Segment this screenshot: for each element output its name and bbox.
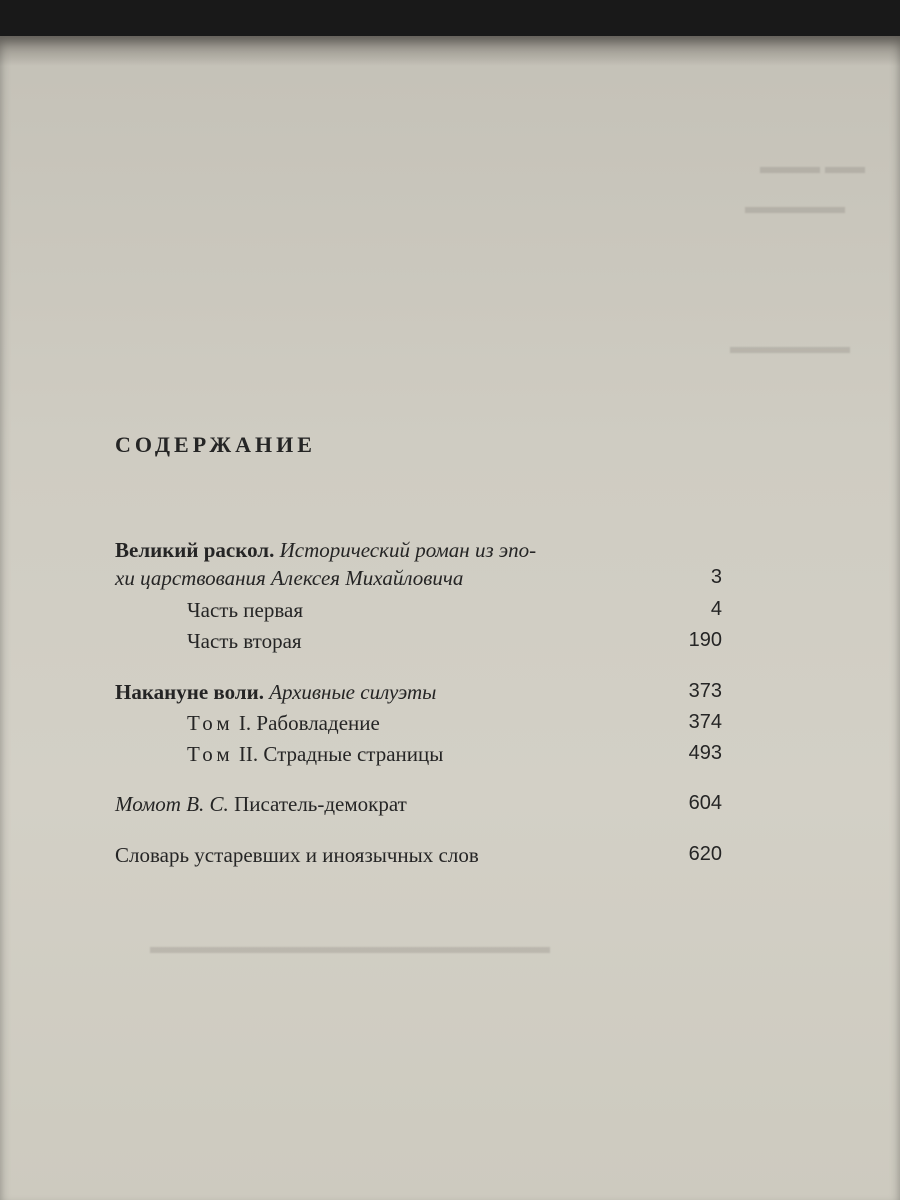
toc-entry [115, 538, 722, 568]
entry-subtitle: хи царствования Алексея Михайловича [115, 566, 464, 590]
entry-page-number: 604 [688, 792, 722, 814]
volume-label: Том [187, 742, 234, 766]
entry-page-number: 4 [710, 598, 722, 620]
bleed-through-text: ▬▬▬ ▬▬ [760, 156, 865, 178]
entry-title: I. Рабовладение [238, 711, 380, 735]
entry-page-number: 620 [688, 843, 722, 865]
entry-page-number: 373 [688, 680, 722, 702]
entry-title: Часть вторая [187, 629, 302, 653]
entry-page-number: 190 [688, 629, 722, 651]
toc-entry [115, 742, 722, 772]
entry-author: Момот В. С. [115, 792, 229, 816]
entry-title: Великий раскол. [115, 538, 275, 562]
page-fold-shadow [0, 36, 900, 66]
bleed-through-text: ▬▬▬▬▬ [745, 196, 845, 218]
entry-title: Писатель-демократ [234, 792, 407, 816]
entry-title: Часть первая [187, 598, 303, 622]
bleed-through-text: ▬▬▬▬▬▬ [730, 336, 850, 358]
toc-entry [115, 711, 722, 741]
entry-title: II. Страдные страницы [238, 742, 444, 766]
volume-label: Том [187, 711, 234, 735]
entry-subtitle: Архивные силуэты [269, 680, 437, 704]
entry-page-number: 374 [688, 711, 722, 733]
contents-heading: СОДЕРЖАНИЕ [115, 432, 316, 457]
bleed-through-text: ▬▬▬▬▬▬▬▬▬▬▬▬▬▬▬▬▬▬▬▬ [150, 936, 550, 958]
toc-entry [115, 566, 722, 596]
toc-entry [115, 680, 722, 710]
entry-subtitle: Исторический роман из эпо- [279, 538, 537, 562]
toc-entry [115, 843, 722, 873]
entry-page-number: 3 [710, 566, 722, 588]
toc-entry [115, 598, 722, 628]
toc-entry [115, 792, 722, 822]
entry-title: Словарь устаревших и иноязычных слов [115, 843, 479, 867]
entry-title: Накануне воли. [115, 680, 264, 704]
toc-entry [115, 629, 722, 659]
entry-page-number: 493 [688, 742, 722, 764]
